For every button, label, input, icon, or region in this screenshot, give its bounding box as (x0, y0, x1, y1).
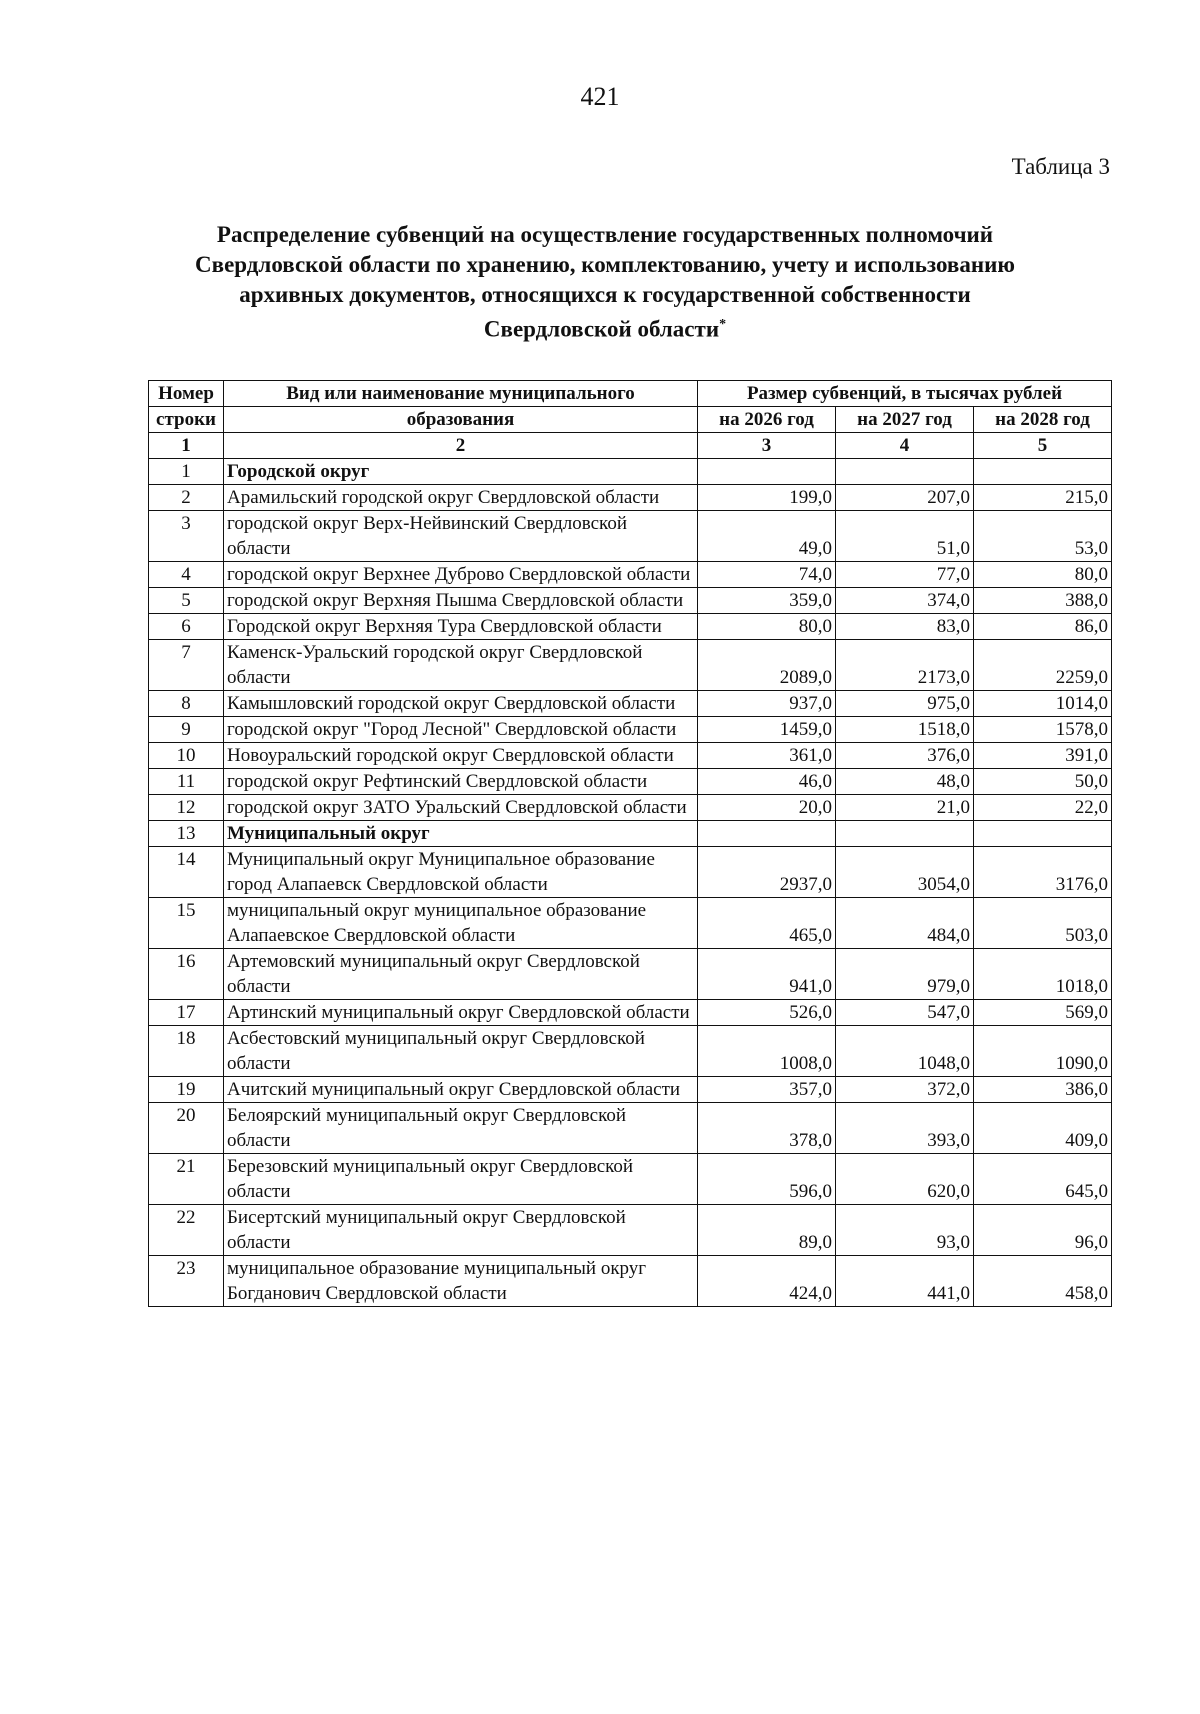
row-number-cell: 3 (149, 511, 224, 562)
table-row (149, 898, 1112, 949)
table-row (149, 1205, 1112, 1256)
row-number-cell: 16 (149, 949, 224, 1000)
municipality-name-cell: Городской округ Верхняя Тура Свердловской области (224, 614, 698, 640)
amount-2027-cell: 1048,0 (836, 1026, 974, 1077)
municipality-name-cell: городской округ Верхнее Дуброво Свердловской области (224, 562, 698, 588)
subvention-table (148, 380, 1112, 1307)
table-row (149, 795, 1112, 821)
table-row (149, 485, 1112, 511)
table-row (149, 1077, 1112, 1103)
table-row (149, 1154, 1112, 1205)
title-line: Распределение субвенций на осуществление государственных полномочий (216, 222, 994, 247)
amount-2028-cell: 645,0 (974, 1154, 1112, 1205)
header-name-bottom: образования (224, 407, 698, 433)
amount-2027-cell: 372,0 (836, 1077, 974, 1103)
row-number-cell: 23 (149, 1256, 224, 1307)
row-number-cell: 13 (149, 821, 224, 847)
amount-2028-cell: 80,0 (974, 562, 1112, 588)
column-number: 2 (224, 433, 698, 459)
title-line-last (150, 310, 1060, 345)
amount-2027-cell: 547,0 (836, 1000, 974, 1026)
row-number-cell: 5 (149, 588, 224, 614)
row-number-cell: 8 (149, 691, 224, 717)
amount-2028-cell: 1578,0 (974, 717, 1112, 743)
row-number-cell: 9 (149, 717, 224, 743)
amount-2027-cell: 975,0 (836, 691, 974, 717)
table-row (149, 717, 1112, 743)
row-number-cell: 11 (149, 769, 224, 795)
table-row (149, 769, 1112, 795)
amount-2027-cell: 979,0 (836, 949, 974, 1000)
document-title (150, 220, 1060, 345)
amount-2026-cell: 941,0 (698, 949, 836, 1000)
header-year-2027: на 2027 год (836, 407, 974, 433)
amount-2026-cell: 20,0 (698, 795, 836, 821)
table-row (149, 640, 1112, 691)
table-row (149, 588, 1112, 614)
amount-2026-cell: 465,0 (698, 898, 836, 949)
amount-2028-cell: 2259,0 (974, 640, 1112, 691)
header-amount-group: Размер субвенций, в тысячах рублей (698, 381, 1112, 407)
amount-2026-cell: 361,0 (698, 743, 836, 769)
footnote-mark: * (719, 317, 727, 332)
amount-2027-cell: 77,0 (836, 562, 974, 588)
amount-2028-cell: 22,0 (974, 795, 1112, 821)
amount-2028-cell: 391,0 (974, 743, 1112, 769)
row-number-cell: 2 (149, 485, 224, 511)
header-row-number-top: Номер (149, 381, 224, 407)
table-body (149, 459, 1112, 1307)
municipality-name-cell: городской округ ЗАТО Уральский Свердловской области (224, 795, 698, 821)
amount-2026-cell: 199,0 (698, 485, 836, 511)
amount-2028-cell: 50,0 (974, 769, 1112, 795)
page-number: 421 (580, 82, 620, 111)
row-number-cell: 17 (149, 1000, 224, 1026)
amount-2026-cell (698, 459, 836, 485)
table-group-row (149, 459, 1112, 485)
municipality-name-cell: Арамильский городской округ Свердловской области (224, 485, 698, 511)
row-number-cell: 19 (149, 1077, 224, 1103)
amount-2026-cell: 596,0 (698, 1154, 836, 1205)
municipality-name-cell: городской округ Рефтинский Свердловской области (224, 769, 698, 795)
row-number-cell: 14 (149, 847, 224, 898)
column-number: 3 (698, 433, 836, 459)
municipality-name-cell: Новоуральский городской округ Свердловской области (224, 743, 698, 769)
table-row (149, 1103, 1112, 1154)
table-row (149, 1026, 1112, 1077)
amount-2026-cell: 49,0 (698, 511, 836, 562)
amount-2027-cell: 441,0 (836, 1256, 974, 1307)
municipality-name-cell: Камышловский городской округ Свердловской области (224, 691, 698, 717)
row-number-cell: 18 (149, 1026, 224, 1077)
table-row (149, 1000, 1112, 1026)
municipality-name-cell: Муниципальный округ Муниципальное образование город Алапаевск Свердловской области (224, 847, 698, 898)
amount-2027-cell: 207,0 (836, 485, 974, 511)
municipality-name-cell: Ачитский муниципальный округ Свердловской области (224, 1077, 698, 1103)
amount-2027-cell: 484,0 (836, 898, 974, 949)
row-number-cell: 21 (149, 1154, 224, 1205)
amount-2026-cell: 359,0 (698, 588, 836, 614)
municipality-name-cell: Каменск-Уральский городской округ Свердловской области (224, 640, 698, 691)
amount-2028-cell: 1018,0 (974, 949, 1112, 1000)
municipality-name-cell: Артемовский муниципальный округ Свердловской области (224, 949, 698, 1000)
amount-2027-cell: 620,0 (836, 1154, 974, 1205)
amount-2028-cell: 458,0 (974, 1256, 1112, 1307)
amount-2027-cell: 393,0 (836, 1103, 974, 1154)
amount-2028-cell: 388,0 (974, 588, 1112, 614)
amount-2027-cell: 374,0 (836, 588, 974, 614)
amount-2026-cell: 80,0 (698, 614, 836, 640)
amount-2028-cell: 1090,0 (974, 1026, 1112, 1077)
title-line: архивных документов, относящихся к государственной собственности (239, 282, 971, 307)
row-number-cell: 10 (149, 743, 224, 769)
row-number-cell: 22 (149, 1205, 224, 1256)
amount-2026-cell: 526,0 (698, 1000, 836, 1026)
municipality-name-cell: Белоярский муниципальный округ Свердловской области (224, 1103, 698, 1154)
row-number-cell: 15 (149, 898, 224, 949)
municipality-name-cell: муниципальный округ муниципальное образование Алапаевское Свердловской области (224, 898, 698, 949)
column-number: 4 (836, 433, 974, 459)
amount-2026-cell: 2089,0 (698, 640, 836, 691)
header-year-2026: на 2026 год (698, 407, 836, 433)
amount-2027-cell: 3054,0 (836, 847, 974, 898)
title-line: Свердловской области по хранению, комплектованию, учету и использованию (195, 252, 1015, 277)
row-number-cell: 20 (149, 1103, 224, 1154)
amount-2026-cell: 89,0 (698, 1205, 836, 1256)
table-label: Таблица 3 (1011, 154, 1110, 179)
amount-2027-cell (836, 459, 974, 485)
row-number-cell: 1 (149, 459, 224, 485)
amount-2028-cell: 3176,0 (974, 847, 1112, 898)
amount-2028-cell: 569,0 (974, 1000, 1112, 1026)
table-row (149, 743, 1112, 769)
title-line-text: Свердловской области (483, 316, 720, 342)
table-row (149, 1256, 1112, 1307)
amount-2026-cell (698, 821, 836, 847)
row-number-cell: 6 (149, 614, 224, 640)
table-row (149, 614, 1112, 640)
amount-2026-cell: 378,0 (698, 1103, 836, 1154)
amount-2028-cell: 215,0 (974, 485, 1112, 511)
municipality-name-cell: Асбестовский муниципальный округ Свердловской области (224, 1026, 698, 1077)
amount-2026-cell: 1459,0 (698, 717, 836, 743)
header-year-2028: на 2028 год (974, 407, 1112, 433)
amount-2028-cell: 503,0 (974, 898, 1112, 949)
row-number-cell: 12 (149, 795, 224, 821)
amount-2027-cell: 51,0 (836, 511, 974, 562)
amount-2028-cell: 409,0 (974, 1103, 1112, 1154)
municipality-name-cell: Бисертский муниципальный округ Свердловской области (224, 1205, 698, 1256)
amount-2026-cell: 74,0 (698, 562, 836, 588)
amount-2027-cell: 48,0 (836, 769, 974, 795)
row-number-cell: 7 (149, 640, 224, 691)
amount-2026-cell: 937,0 (698, 691, 836, 717)
amount-2027-cell: 93,0 (836, 1205, 974, 1256)
amount-2027-cell (836, 821, 974, 847)
amount-2028-cell (974, 459, 1112, 485)
amount-2027-cell: 376,0 (836, 743, 974, 769)
amount-2027-cell: 21,0 (836, 795, 974, 821)
amount-2028-cell (974, 821, 1112, 847)
table-row (149, 562, 1112, 588)
amount-2026-cell: 46,0 (698, 769, 836, 795)
municipality-name-cell: Березовский муниципальный округ Свердловской области (224, 1154, 698, 1205)
header-name-top: Вид или наименование муниципального (224, 381, 698, 407)
municipality-name-cell: городской округ "Город Лесной" Свердловской области (224, 717, 698, 743)
amount-2026-cell: 424,0 (698, 1256, 836, 1307)
amount-2028-cell: 386,0 (974, 1077, 1112, 1103)
table-row (149, 847, 1112, 898)
column-number: 1 (149, 433, 224, 459)
table-row (149, 511, 1112, 562)
amount-2027-cell: 2173,0 (836, 640, 974, 691)
row-number-cell: 4 (149, 562, 224, 588)
amount-2026-cell: 1008,0 (698, 1026, 836, 1077)
amount-2028-cell: 86,0 (974, 614, 1112, 640)
municipality-name-cell: муниципальное образование муниципальный округ Богданович Свердловской области (224, 1256, 698, 1307)
municipality-name-cell: Муниципальный округ (224, 821, 698, 847)
amount-2028-cell: 96,0 (974, 1205, 1112, 1256)
amount-2027-cell: 83,0 (836, 614, 974, 640)
table-row (149, 949, 1112, 1000)
amount-2027-cell: 1518,0 (836, 717, 974, 743)
table-row (149, 691, 1112, 717)
municipality-name-cell: городской округ Верхняя Пышма Свердловской области (224, 588, 698, 614)
amount-2026-cell: 2937,0 (698, 847, 836, 898)
table-group-row (149, 821, 1112, 847)
amount-2028-cell: 1014,0 (974, 691, 1112, 717)
municipality-name-cell: Артинский муниципальный округ Свердловской области (224, 1000, 698, 1026)
amount-2026-cell: 357,0 (698, 1077, 836, 1103)
municipality-name-cell: Городской округ (224, 459, 698, 485)
header-row-number-bottom: строки (149, 407, 224, 433)
amount-2028-cell: 53,0 (974, 511, 1112, 562)
column-number: 5 (974, 433, 1112, 459)
municipality-name-cell: городской округ Верх-Нейвинский Свердловской области (224, 511, 698, 562)
